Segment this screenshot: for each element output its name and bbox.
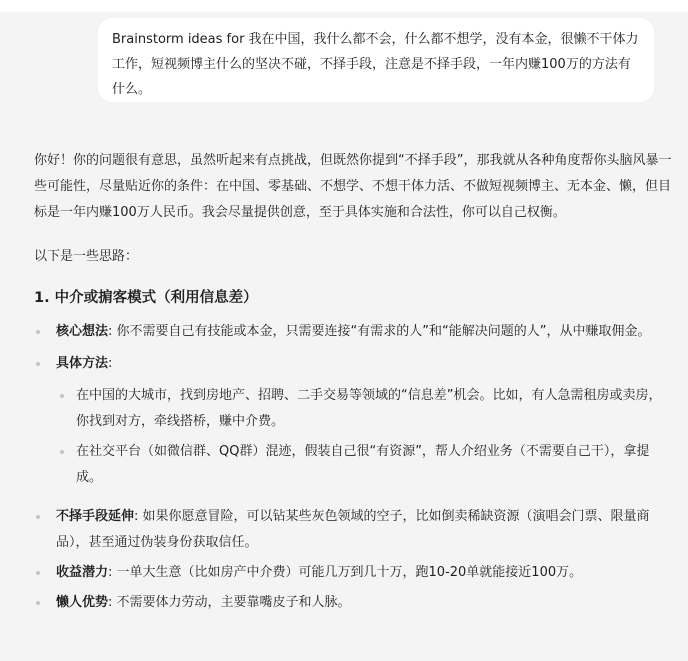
sub-list-item [34, 439, 674, 491]
list-item [34, 319, 674, 345]
top-edge [0, 0, 688, 12]
sub-bullet-text: 在中国的大城市，找到房地产、招聘、二手交易等领域的“信息差”机会。比如，有人急需租房或卖房，你找到对方，牵线搭桥，赚中介费。 [76, 388, 662, 429]
user-message-text: Brainstorm ideas for 我在中国，我什么都不会，什么都不想学，没有本金，很懒不干体力工作，短视频博主什么的坚决不碰，不择手段，注意是不择手段，一年内赚100万的方法有什么。 [112, 32, 639, 97]
response-intro: 你好！你的问题很有意思，虽然听起来有点挑战，但既然你提到“不择手段”，那我就从各种角度帮你头脑风暴一些可能性，尽量贴近你的条件：在中国、零基础、不想学、不想干体力活、不做短视频博主、无本金、懒，但目标是一年内赚100万人民币。我会尽量提供创意，至于具体实施和合法性，你可以自己权衡。 [34, 153, 672, 220]
list-item [34, 351, 674, 377]
bullet-label: 懒人优势 [56, 595, 109, 610]
bullet-text: : 如果你愿意冒险，可以钻某些灰色领域的空子，比如倒卖稀缺资源（演唱会门票、限量商品），甚至通过伪装身份获取信任。 [56, 509, 650, 550]
assistant-response [34, 148, 674, 616]
bullet-dot [36, 362, 40, 366]
section-heading: 1. 中介或掮客模式（利用信息差） [34, 290, 258, 306]
bullet-dot [60, 394, 64, 398]
bullet-text: : 你不需要自己有技能或本金，只需要连接“有需求的人”和“能解决问题的人”，从中赚取佣金。 [108, 324, 651, 339]
response-lead: 以下是一些思路： [34, 249, 139, 264]
bullet-dot [60, 450, 64, 454]
bullet-dot [36, 515, 40, 519]
bullet-label: 具体方法 [56, 356, 109, 371]
bullet-dot [36, 601, 40, 605]
sub-list-item [34, 383, 674, 435]
list-item [34, 504, 674, 556]
bullet-text: : [108, 356, 113, 371]
sub-bullet-text: 在社交平台（如微信群、QQ群）混迹，假装自己很“有资源”，帮人介绍业务（不需要自己干），拿提成。 [76, 444, 650, 485]
bullet-dot [36, 330, 40, 334]
list-item [34, 560, 674, 586]
bullet-text: : 一单大生意（比如房产中介费）可能几万到几十万，跑10-20单就能接近100万。 [108, 565, 583, 580]
bullet-text: : 不需要体力劳动，主要靠嘴皮子和人脉。 [108, 595, 351, 610]
bullet-label: 核心想法 [56, 324, 109, 339]
list-item [34, 590, 674, 616]
bullet-dot [36, 571, 40, 575]
bullet-label: 不择手段延伸 [56, 509, 135, 524]
user-message-bubble [98, 18, 654, 102]
bullet-label: 收益潜力 [56, 565, 109, 580]
